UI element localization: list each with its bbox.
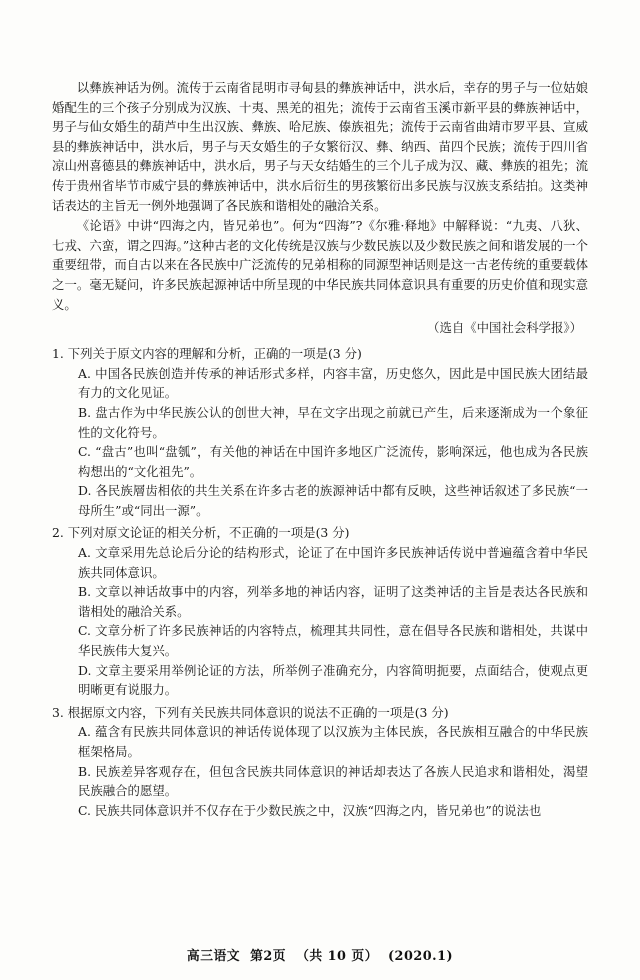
question-1 [52,344,588,520]
question-1-option-d[interactable]: D. 各民族層齿相依的共生关系在许多古老的族源神话中都有反映，这些神话叙述了多民族“一母所生”或“同出一源”。 [78,483,588,518]
article-body [52,78,588,314]
footer-subject: 高三语文 [186,949,241,964]
footer-date: (2020.1) [388,949,454,964]
question-1-option-b[interactable]: B. 盘古作为中华民族公认的创世大神，早在文字出现之前就已产生，后来逐渐成为一个象征性的文化符号。 [78,404,588,440]
question-1-option-c[interactable]: C. “盘古”也叫“盘瓠”，有关他的神话在中国许多地区广泛流传，影响深远，他也成为各民族构想出的“文化祖先”。 [78,444,588,479]
question-2 [52,523,588,699]
question-2-option-d[interactable]: D. 文章主要采用举例论证的方法，所举例子准确充分，内容简明扼要，点面结合，使观点更明晰更有说服力。 [78,662,588,698]
question-2-option-b[interactable]: B. 文章以神话故事中的内容，列举多地的神话内容，证明了这类神话的主旨是表达各民族和谐相处的融洽关系。 [78,584,588,619]
question-3 [52,703,588,821]
question-3-stem: 3. 根据原文内容，下列有关民族共同体意识的说法不正确的一项是(3 分) [52,704,449,720]
question-3-option-a[interactable]: A. 蕴含有民族共同体意识的神话传说体现了以汉族为主体民族，各民族相互融合的中华民族框架格局。 [78,724,588,759]
question-3-option-c[interactable]: C. 民族共同体意识并不仅存在于少数民族之中，汉族“四海之内，皆兄弟也”的说法也 [78,802,542,818]
paragraph-1: 以彝族神话为例。流传于云南省昆明市寻甸县的彝族神话中，洪水后，幸存的男子与一位姑娘婚配生的三个孩子分别成为汉族、十夷、黑羌的祖先；流传于云南省玉溪市新平县的彝族神话中，男子与仙女婚生的葫芦中生出汉族、彝族、哈尼族、傣族祖先；流传于云南省曲靖市罗平县、宣威县的彝族神话中，洪水后，男子与天女婚生的子女繁衍汉、彝、纳西、苗四个民族；流传于四川省凉山州喜德县的彝族神话中，洪水后，男子与天女结婚生的三个儿子成为汉、藏、彝族的祖先；流传于贵州省毕节市威宁县的彝族神话中，洪水后衍生的男孩繁衍出多民族与汉族支系结拍。这类神话表达的主旨无一例外地强调了各民族和谐相处的融洽关系。 [52,80,588,213]
footer-page-number: 第2页 [250,949,287,964]
paragraph-2: 《论语》中讲“四海之内，皆兄弟也”。何为“四海”?《尔雅·释地》中解释说：“九夷、八狄、七戎、六蛮，谓之四海。”这种古老的文化传统是汉族与少数民族以及少数民族之间和谐发展的一个重要纽带，而自古以来在各民族中广泛流传的兄弟相称的同源型神话则是这一古老传统的重要载体之一。毫无疑问，许多民族起源神话中所呈现的中华民族共同体意识具有重要的历史价值和现实意义。 [52,218,588,312]
footer-total-pages: （共 10 页） [296,949,378,964]
question-1-option-a[interactable]: A. 中国各民族创造并传承的神话形式多样，内容丰富，历史悠久，因此是中国民族大团结最有力的文化见证。 [78,365,588,401]
question-3-option-b[interactable]: B. 民族差异客观存在，但包含民族共同体意识的神话却表达了各族人民追求和谐相处，渴望民族融合的愿望。 [78,763,588,799]
question-2-option-a[interactable]: A. 文章采用先总论后分论的结构形式，论证了在中国许多民族神话传说中普遍蕴含着中华民族共同体意识。 [78,545,588,580]
page-footer [0,945,640,964]
question-2-option-c[interactable]: C. 文章分析了许多民族神话的内容特点，梳理其共同性，意在倡导各民族和谐相处，共谋中华民族伟大复兴。 [78,623,588,659]
question-1-stem: 1. 下列关于原文内容的理解和分析，正确的一项是(3 分) [52,346,362,362]
source-citation: （选自《中国社会科学报》） [427,320,582,336]
question-2-stem: 2. 下列对原文论证的相关分析，不正确的一项是(3 分) [52,525,350,541]
